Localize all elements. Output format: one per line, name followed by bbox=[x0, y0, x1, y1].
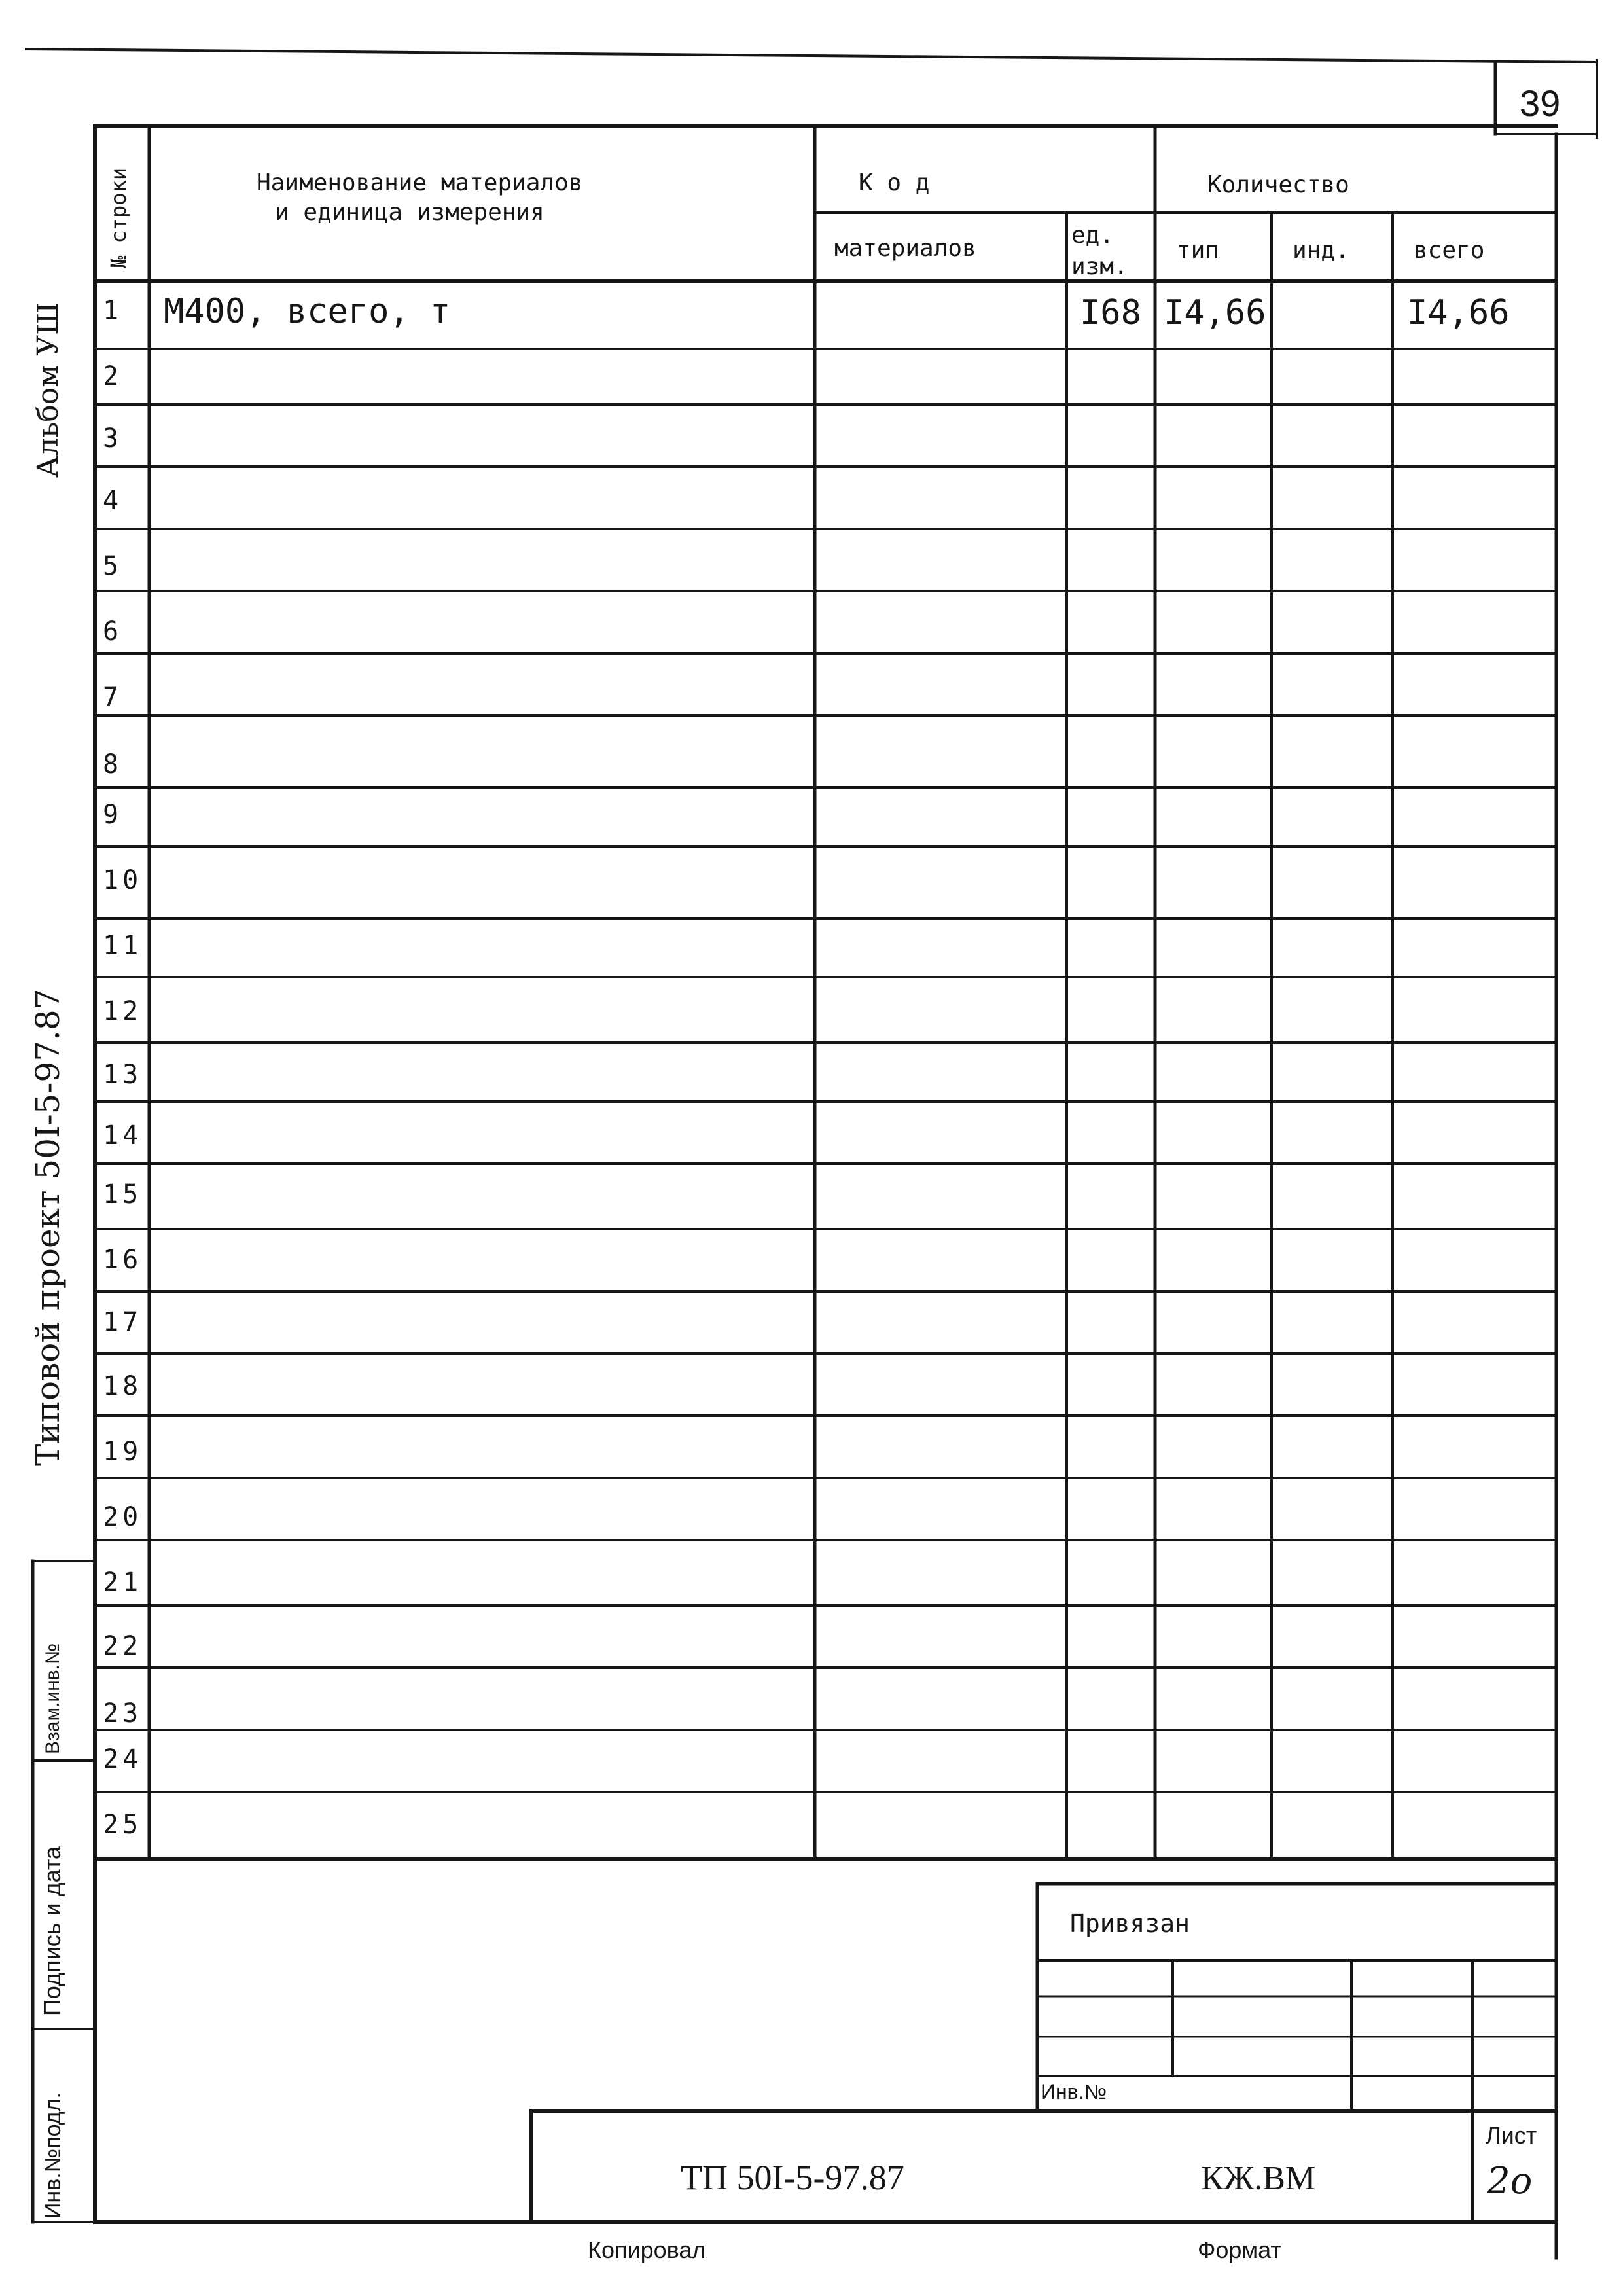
signature-date-label: Подпись и дата bbox=[39, 1846, 65, 2016]
copied-label: Копировал bbox=[588, 2236, 706, 2263]
bound-label: Привязан bbox=[1070, 1909, 1190, 1938]
header-unit-line2: изм. bbox=[1071, 253, 1128, 280]
header-qty-type: тип bbox=[1177, 237, 1220, 264]
row-1-total: I4,66 bbox=[1407, 293, 1510, 332]
designation: ТП 50I-5-97.87 bbox=[681, 2158, 904, 2197]
row-number: 24 bbox=[103, 1744, 143, 1774]
row-number: 17 bbox=[103, 1307, 143, 1337]
format-label: Формат bbox=[1198, 2236, 1281, 2263]
row-number: 20 bbox=[103, 1502, 143, 1532]
row-number: 18 bbox=[103, 1371, 143, 1401]
row-number: 23 bbox=[103, 1698, 143, 1729]
row-number: 10 bbox=[103, 865, 143, 895]
row-number: 2 bbox=[103, 361, 123, 391]
row-number: 16 bbox=[103, 1245, 143, 1275]
row-number: 12 bbox=[103, 996, 143, 1026]
row-number: 5 bbox=[103, 551, 123, 581]
header-name: Наименование материалов bbox=[257, 170, 583, 196]
row-number: 11 bbox=[103, 931, 143, 961]
row-number: 6 bbox=[103, 617, 123, 647]
header-unit-line1: ед. bbox=[1071, 222, 1115, 249]
row-number: 19 bbox=[103, 1437, 143, 1467]
row-number: 4 bbox=[103, 486, 123, 516]
row-1-name: М400, всего, т bbox=[164, 292, 451, 331]
row-number: 8 bbox=[103, 749, 123, 780]
row-number: 22 bbox=[103, 1631, 143, 1661]
header-row-no: № строки bbox=[106, 167, 131, 268]
row-1-type: I4,66 bbox=[1164, 293, 1266, 332]
header-quantity: Количество bbox=[1207, 171, 1349, 198]
header-code: К о д bbox=[859, 170, 930, 196]
project-label: Типовой проект 50I-5-97.87 bbox=[29, 988, 67, 1466]
row-number: 9 bbox=[103, 800, 123, 830]
row-number: 25 bbox=[103, 1810, 143, 1840]
header-qty-ind: инд. bbox=[1293, 237, 1349, 264]
header-qty-total: всего bbox=[1414, 237, 1485, 264]
replace-inv-label: Взам.инв.№ bbox=[42, 1643, 63, 1754]
sheet-value: 2о bbox=[1487, 2160, 1533, 2202]
sheet-number: 39 bbox=[1520, 82, 1561, 124]
row-number: 3 bbox=[103, 423, 123, 454]
row-number: 13 bbox=[103, 1060, 143, 1090]
inventory-label: Инв.№подл. bbox=[41, 2092, 65, 2219]
row-number: 14 bbox=[103, 1121, 143, 1151]
row-number: 15 bbox=[103, 1179, 143, 1210]
row-1-unit-code: I68 bbox=[1080, 293, 1141, 332]
header-code-materials: материалов bbox=[834, 235, 976, 262]
header-name-line2: и единица измерения bbox=[275, 199, 544, 226]
inv-label: Инв.№ bbox=[1041, 2080, 1107, 2104]
sheet-label: Лист bbox=[1486, 2122, 1537, 2149]
doc-code: КЖ.ВМ bbox=[1201, 2160, 1316, 2197]
album-label: Альбом УШ bbox=[31, 302, 65, 478]
row-number: 1 bbox=[103, 296, 123, 326]
row-number: 7 bbox=[103, 682, 123, 712]
row-number: 21 bbox=[103, 1568, 143, 1598]
